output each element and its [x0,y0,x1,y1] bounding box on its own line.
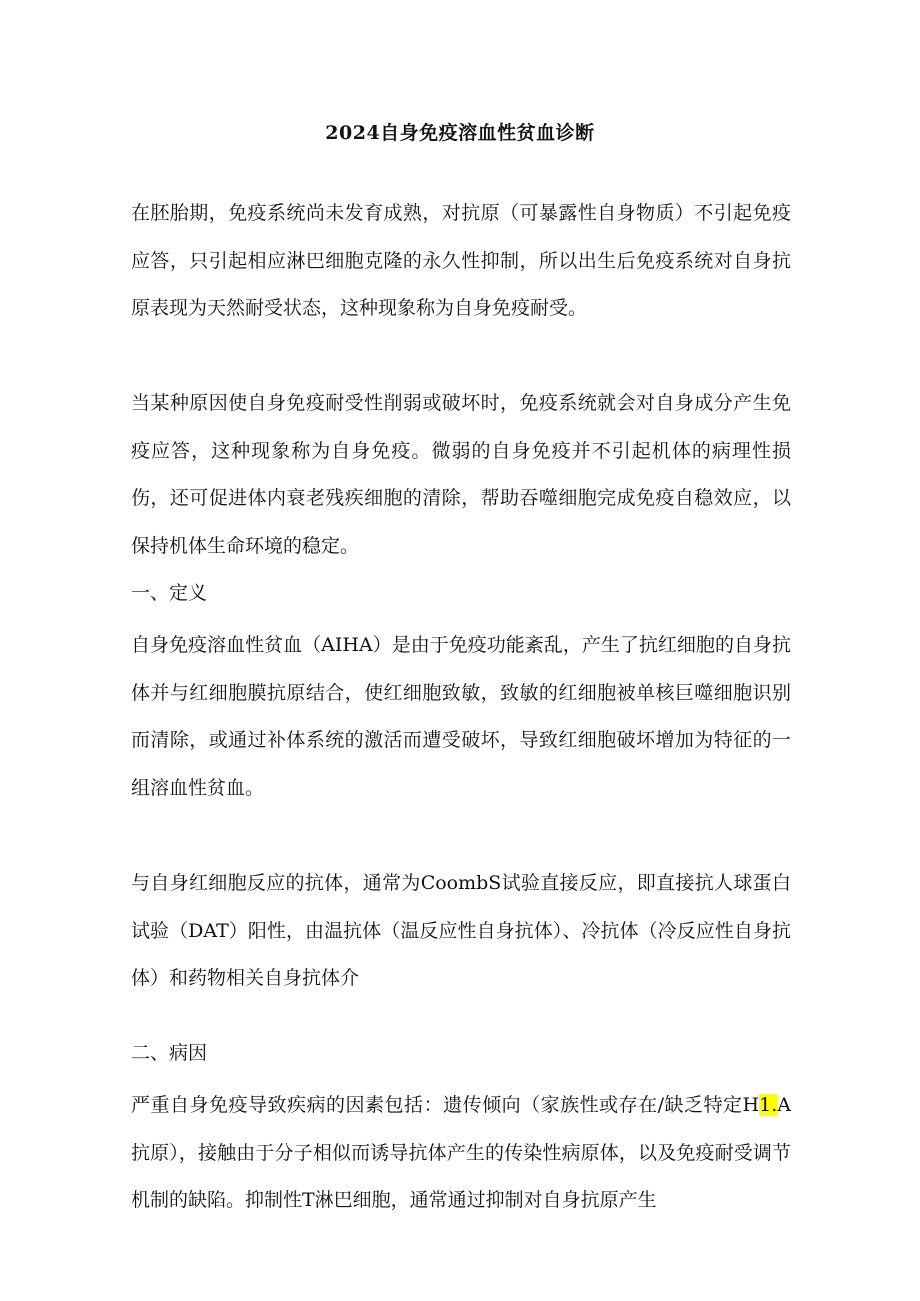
highlighted-text: 1. [759,1094,778,1116]
paragraph-autoimmunity: 当某种原因使自身免疫耐受性削弱或破坏时，免疫系统就会对自身成分产生免疫应答，这种现象称为自身免疫。微弱的自身免疫并不引起机体的病理性损伤，还可促进体内衰老残疾细胞的清除，帮助吞噬细胞完成免疫自稳效应，以保持机体生命环境的稳定。 [131,392,791,557]
paragraph-etiology [131,1082,791,1225]
section-heading-etiology: 二、病因 [131,1042,208,1064]
paragraph-aiha-definition: 自身免疫溶血性贫血（AIHA）是由于免疫功能紊乱，产生了抗红细胞的自身抗体并与红细胞膜抗原结合，使红细胞致敏，致敏的红细胞被单核巨噬细胞识别而清除，或通过补体系统的激活而遭受破坏，导致红细胞破坏增加为特征的一组溶血性贫血。 [131,634,791,799]
etiology-text-part2: A抗原），接触由于分子相似而诱导抗体产生的传染性病原体，以及免疫耐受调节机制的缺陷。抑制性T淋巴细胞，通常通过抑制对自身抗原产生 [131,1094,791,1211]
paragraph-antibody: 与自身红细胞反应的抗体，通常为CoombS试验直接反应，即直接抗人球蛋白试验（DAT）阳性，由温抗体（温反应性自身抗体）、冷抗体（冷反应性自身抗体）和药物相关自身抗体介 [131,872,791,989]
section-heading-definition: 一、定义 [131,582,208,604]
document-title: 2024自身免疫溶血性贫血诊断 [325,122,595,144]
paragraph-immune-tolerance: 在胚胎期，免疫系统尚未发育成熟，对抗原（可暴露性自身物质）不引起免疫应答，只引起相应淋巴细胞克隆的永久性抑制，所以出生后免疫系统对自身抗原表现为天然耐受状态，这种现象称为自身免疫耐受。 [131,202,791,319]
etiology-text-part1: 严重自身免疫导致疾病的因素包括：遗传倾向（家族性或存在/缺乏特定H [131,1094,760,1116]
